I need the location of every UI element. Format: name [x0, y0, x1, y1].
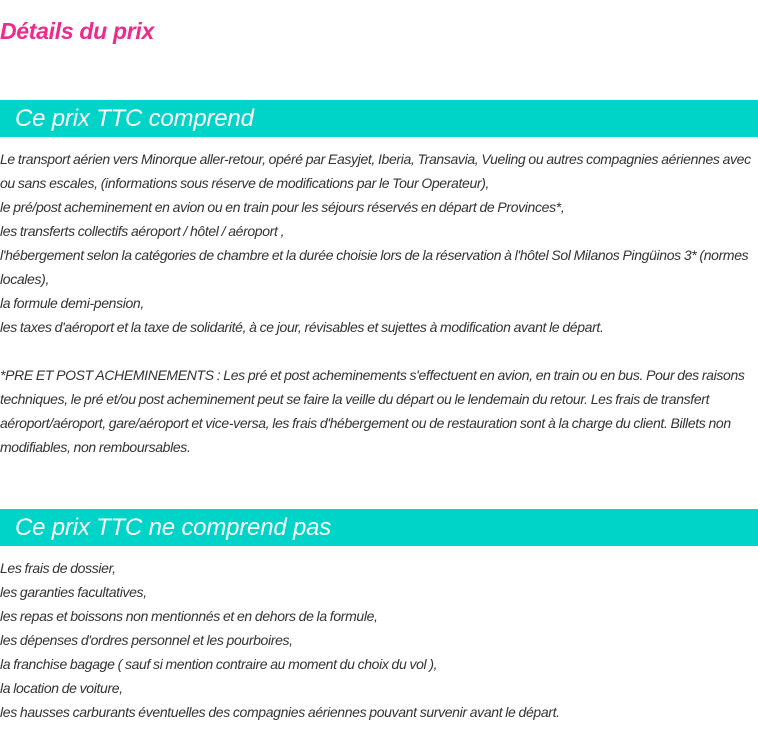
includes-item-pre-post: le pré/post acheminement en avion ou en train pour les séjours réservés en départ de Provinces*, [0, 199, 565, 215]
excludes-item-personal: les dépenses d'ordres personnel et les pourboires, [0, 632, 293, 648]
excludes-section-header [0, 509, 758, 546]
includes-item-transport: Le transport aérien vers Minorque aller-retour, opéré par Easyjet, Iberia, Transavia, Vueling ou autres compagnies aériennes avec ou sans escales, (informations sous réserve de modifications par le Tour Operateur), [0, 151, 751, 191]
includes-item-taxes: les taxes d'aéroport et la taxe de solidarité, à ce jour, révisables et sujettes à modification avant le départ. [0, 319, 604, 335]
includes-item-accommodation: l'hébergement selon la catégories de chambre et la durée choisie lors de la réservation à l'hôtel Sol Milanos Pingüinos 3* (normes locales), [0, 247, 749, 287]
excludes-item-fuel: les hausses carburants éventuelles des compagnies aériennes pouvant survenir avant le départ. [0, 704, 560, 720]
includes-section-body [0, 147, 758, 459]
includes-item-transfers: les transferts collectifs aéroport / hôtel / aéroport , [0, 223, 285, 239]
includes-note: *PRE ET POST ACHEMINEMENTS : Les pré et post acheminements s'effectuent en avion, en train ou en bus. Pour des raisons techniques, le pré et/ou post acheminement peut se faire la veille du départ ou le lendemain du retour. Les frais de transfert aéroport/aéroport, gare/aéroport et vice-versa, les frais d'hébergement ou de restauration sont à la charge du client. Billets non modifiables, non remboursables. [0, 367, 745, 455]
excludes-section-body [0, 556, 758, 724]
excludes-item-meals: les repas et boissons non mentionnés et en dehors de la formule, [0, 608, 378, 624]
includes-item-half-board: la formule demi-pension, [0, 295, 144, 311]
excludes-item-baggage: la franchise bagage ( sauf si mention contraire au moment du choix du vol ), [0, 656, 438, 672]
page-title: Détails du prix [0, 18, 154, 44]
section-spacer [0, 339, 758, 363]
includes-section-header [0, 100, 758, 137]
excludes-item-fees: Les frais de dossier, [0, 560, 116, 576]
excludes-heading: Ce prix TTC ne comprend pas [15, 514, 332, 541]
includes-heading: Ce prix TTC comprend [15, 105, 254, 132]
excludes-item-car-rental: la location de voiture, [0, 680, 123, 696]
excludes-item-insurance: les garanties facultatives, [0, 584, 147, 600]
